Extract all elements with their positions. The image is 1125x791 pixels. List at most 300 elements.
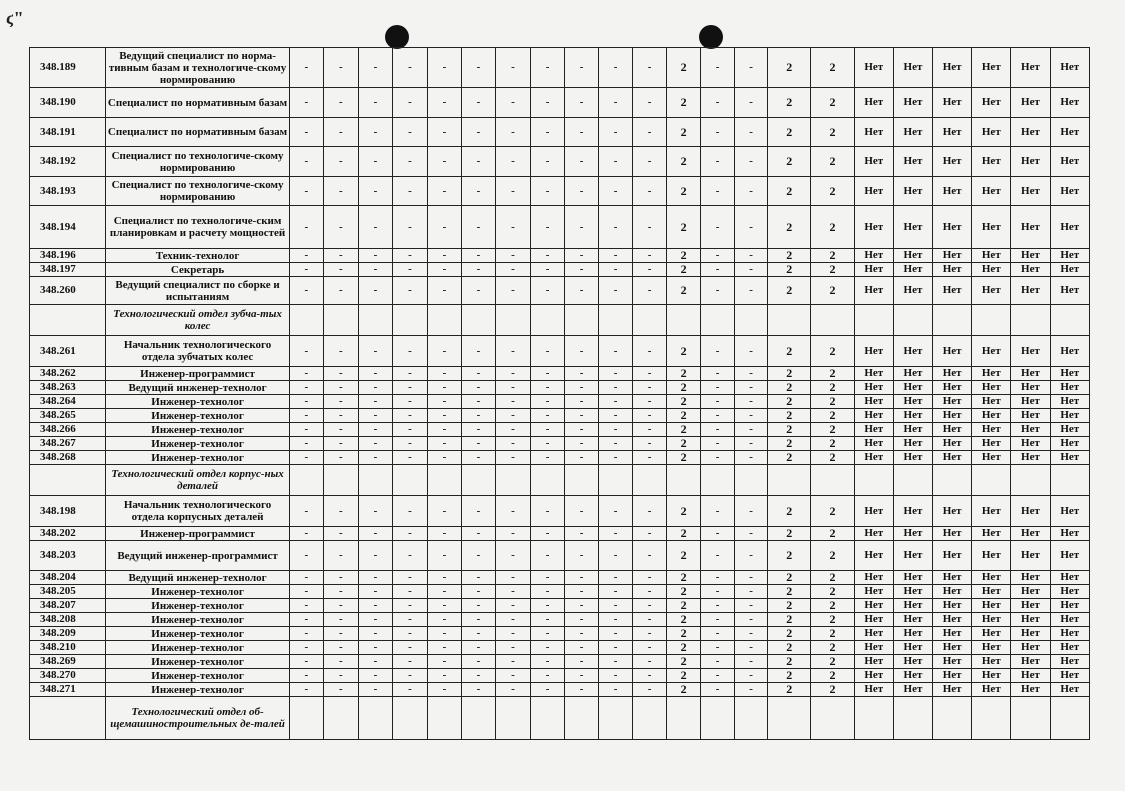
dash-cell: -: [358, 147, 392, 177]
empty-cell: [358, 697, 392, 740]
value-cell: 2: [811, 367, 854, 381]
dash-cell: -: [461, 613, 495, 627]
dash-cell: -: [461, 118, 495, 147]
dash-cell: -: [392, 599, 427, 613]
dash-cell: -: [392, 263, 427, 277]
dash-cell: -: [289, 263, 323, 277]
dash-cell: -: [701, 541, 735, 571]
value-cell: 2: [768, 585, 811, 599]
dash-cell: -: [358, 627, 392, 641]
dash-cell: -: [323, 571, 358, 585]
value-cell: 2: [811, 585, 854, 599]
dash-cell: -: [633, 206, 667, 249]
dash-cell: -: [701, 206, 735, 249]
dash-cell: -: [461, 88, 495, 118]
value-cell: 2: [811, 437, 854, 451]
value-cell: 2: [811, 669, 854, 683]
net-cell: Нет: [854, 249, 893, 263]
net-cell: Нет: [1050, 655, 1089, 669]
dash-cell: -: [461, 451, 495, 465]
dash-cell: -: [633, 88, 667, 118]
dash-cell: -: [701, 88, 735, 118]
net-cell: Нет: [1011, 683, 1050, 697]
empty-cell: [667, 697, 701, 740]
section-title: Технологический отдел корпус-ных деталей: [106, 465, 290, 496]
dash-cell: -: [495, 683, 530, 697]
table-row: [30, 527, 1090, 541]
dash-cell: -: [599, 177, 633, 206]
value-cell: 2: [811, 147, 854, 177]
table-row: [30, 451, 1090, 465]
net-cell: Нет: [893, 88, 932, 118]
dash-cell: -: [495, 669, 530, 683]
dash-cell: -: [495, 641, 530, 655]
dash-cell: -: [358, 641, 392, 655]
dash-cell: -: [531, 409, 565, 423]
dash-cell: -: [599, 527, 633, 541]
dash-cell: -: [735, 585, 768, 599]
dash-cell: -: [531, 437, 565, 451]
value-cell: 2: [768, 541, 811, 571]
value-cell: 2: [667, 571, 701, 585]
empty-cell: [565, 465, 599, 496]
dash-cell: -: [599, 641, 633, 655]
dash-cell: -: [701, 381, 735, 395]
dash-cell: -: [323, 669, 358, 683]
dash-cell: -: [392, 147, 427, 177]
dash-cell: -: [735, 683, 768, 697]
dash-cell: -: [735, 381, 768, 395]
empty-cell: [735, 465, 768, 496]
dash-cell: -: [531, 541, 565, 571]
dash-cell: -: [289, 147, 323, 177]
net-cell: Нет: [972, 496, 1011, 527]
dash-cell: -: [599, 88, 633, 118]
empty-cell: [461, 305, 495, 336]
dash-cell: -: [701, 277, 735, 305]
value-cell: 2: [811, 336, 854, 367]
dash-cell: -: [565, 599, 599, 613]
empty-cell: [768, 465, 811, 496]
net-cell: Нет: [972, 599, 1011, 613]
dash-cell: -: [461, 627, 495, 641]
net-cell: Нет: [972, 527, 1011, 541]
net-cell: Нет: [893, 641, 932, 655]
dash-cell: -: [565, 88, 599, 118]
dash-cell: -: [323, 263, 358, 277]
dash-cell: -: [495, 451, 530, 465]
empty-cell: [854, 465, 893, 496]
dash-cell: -: [565, 613, 599, 627]
net-cell: Нет: [1011, 177, 1050, 206]
net-cell: Нет: [1011, 641, 1050, 655]
dash-cell: -: [358, 613, 392, 627]
punch-hole-right: [699, 25, 723, 49]
dash-cell: -: [633, 277, 667, 305]
empty-cell: [1011, 697, 1050, 740]
dash-cell: -: [735, 437, 768, 451]
empty-cell: [461, 465, 495, 496]
value-cell: 2: [768, 641, 811, 655]
net-cell: Нет: [1011, 395, 1050, 409]
dash-cell: -: [565, 571, 599, 585]
dash-cell: -: [735, 249, 768, 263]
dash-cell: -: [289, 437, 323, 451]
empty-cell: [392, 697, 427, 740]
dash-cell: -: [531, 263, 565, 277]
value-cell: 2: [768, 147, 811, 177]
net-cell: Нет: [933, 541, 972, 571]
dash-cell: -: [599, 627, 633, 641]
value-cell: 2: [768, 613, 811, 627]
dash-cell: -: [565, 395, 599, 409]
dash-cell: -: [735, 423, 768, 437]
dash-cell: -: [495, 277, 530, 305]
net-cell: Нет: [1050, 541, 1089, 571]
dash-cell: -: [323, 451, 358, 465]
net-cell: Нет: [1050, 627, 1089, 641]
net-cell: Нет: [972, 277, 1011, 305]
dash-cell: -: [323, 527, 358, 541]
position-name: Техник-технолог: [106, 249, 290, 263]
dash-cell: -: [392, 381, 427, 395]
dash-cell: -: [565, 527, 599, 541]
dash-cell: -: [323, 206, 358, 249]
dash-cell: -: [358, 409, 392, 423]
empty-cell: [599, 465, 633, 496]
dash-cell: -: [427, 409, 461, 423]
dash-cell: -: [461, 395, 495, 409]
net-cell: Нет: [854, 381, 893, 395]
dash-cell: -: [289, 336, 323, 367]
value-cell: 2: [811, 641, 854, 655]
dash-cell: -: [323, 683, 358, 697]
net-cell: Нет: [893, 669, 932, 683]
net-cell: Нет: [854, 541, 893, 571]
dash-cell: -: [531, 177, 565, 206]
dash-cell: -: [633, 423, 667, 437]
empty-cell: [933, 697, 972, 740]
dash-cell: -: [461, 263, 495, 277]
dash-cell: -: [289, 655, 323, 669]
dash-cell: -: [495, 527, 530, 541]
dash-cell: -: [461, 585, 495, 599]
dash-cell: -: [531, 395, 565, 409]
value-cell: 2: [667, 613, 701, 627]
empty-cell: [565, 697, 599, 740]
value-cell: 2: [768, 263, 811, 277]
dash-cell: -: [289, 249, 323, 263]
table-row: [30, 177, 1090, 206]
dash-cell: -: [461, 381, 495, 395]
dash-cell: -: [392, 409, 427, 423]
net-cell: Нет: [933, 437, 972, 451]
empty-cell: [854, 697, 893, 740]
empty-cell: [972, 465, 1011, 496]
net-cell: Нет: [1011, 409, 1050, 423]
net-cell: Нет: [1011, 88, 1050, 118]
section-row: [30, 697, 1090, 740]
position-code: 348.198: [30, 496, 106, 527]
dash-cell: -: [531, 277, 565, 305]
position-code: 348.271: [30, 683, 106, 697]
net-cell: Нет: [933, 655, 972, 669]
value-cell: 2: [811, 599, 854, 613]
dash-cell: -: [735, 177, 768, 206]
net-cell: Нет: [933, 409, 972, 423]
value-cell: 2: [768, 249, 811, 263]
table-row: [30, 423, 1090, 437]
table-row: [30, 496, 1090, 527]
dash-cell: -: [427, 381, 461, 395]
dash-cell: -: [565, 277, 599, 305]
dash-cell: -: [701, 336, 735, 367]
net-cell: Нет: [893, 599, 932, 613]
net-cell: Нет: [933, 395, 972, 409]
dash-cell: -: [495, 88, 530, 118]
dash-cell: -: [531, 88, 565, 118]
value-cell: 2: [768, 669, 811, 683]
value-cell: 2: [811, 541, 854, 571]
empty-cell: [392, 305, 427, 336]
net-cell: Нет: [893, 613, 932, 627]
dash-cell: -: [323, 147, 358, 177]
dash-cell: -: [289, 571, 323, 585]
net-cell: Нет: [854, 263, 893, 277]
dash-cell: -: [323, 277, 358, 305]
net-cell: Нет: [1050, 451, 1089, 465]
dash-cell: -: [323, 177, 358, 206]
empty-cell: [323, 697, 358, 740]
dash-cell: -: [461, 527, 495, 541]
empty-cell: [495, 465, 530, 496]
net-cell: Нет: [972, 118, 1011, 147]
value-cell: 2: [768, 277, 811, 305]
empty-cell: [701, 305, 735, 336]
position-code: [30, 305, 106, 336]
net-cell: Нет: [972, 381, 1011, 395]
dash-cell: -: [633, 496, 667, 527]
dash-cell: -: [289, 669, 323, 683]
net-cell: Нет: [1050, 88, 1089, 118]
dash-cell: -: [735, 277, 768, 305]
net-cell: Нет: [972, 669, 1011, 683]
dash-cell: -: [495, 118, 530, 147]
dash-cell: -: [358, 669, 392, 683]
dash-cell: -: [565, 367, 599, 381]
position-code: 348.190: [30, 88, 106, 118]
net-cell: Нет: [1050, 423, 1089, 437]
dash-cell: -: [358, 118, 392, 147]
position-code: 348.268: [30, 451, 106, 465]
dash-cell: -: [701, 118, 735, 147]
dash-cell: -: [701, 249, 735, 263]
dash-cell: -: [495, 177, 530, 206]
dash-cell: -: [358, 599, 392, 613]
dash-cell: -: [565, 263, 599, 277]
dash-cell: -: [358, 177, 392, 206]
dash-cell: -: [633, 147, 667, 177]
empty-cell: [323, 305, 358, 336]
dash-cell: -: [735, 527, 768, 541]
dash-cell: -: [701, 655, 735, 669]
dash-cell: -: [531, 336, 565, 367]
dash-cell: -: [323, 381, 358, 395]
dash-cell: -: [289, 683, 323, 697]
position-name: Специалист по технологиче-ским планировкам и расчету мощностей: [106, 206, 290, 249]
dash-cell: -: [289, 395, 323, 409]
empty-cell: [701, 465, 735, 496]
position-name: Ведущий специалист по норма-тивным базам и технологиче-скому нормированию: [106, 48, 290, 88]
dash-cell: -: [735, 599, 768, 613]
dash-cell: -: [323, 118, 358, 147]
section-title: Технологический отдел об-щемашиностроительных де-талей: [106, 697, 290, 740]
dash-cell: -: [427, 613, 461, 627]
dash-cell: -: [427, 655, 461, 669]
table-row: [30, 641, 1090, 655]
net-cell: Нет: [933, 381, 972, 395]
net-cell: Нет: [1011, 527, 1050, 541]
empty-cell: [633, 697, 667, 740]
dash-cell: -: [289, 496, 323, 527]
position-code: 348.193: [30, 177, 106, 206]
net-cell: Нет: [854, 206, 893, 249]
dash-cell: -: [427, 395, 461, 409]
value-cell: 2: [811, 683, 854, 697]
dash-cell: -: [392, 367, 427, 381]
dash-cell: -: [495, 571, 530, 585]
net-cell: Нет: [893, 336, 932, 367]
dash-cell: -: [289, 367, 323, 381]
table-row: [30, 249, 1090, 263]
net-cell: Нет: [933, 451, 972, 465]
dash-cell: -: [599, 249, 633, 263]
dash-cell: -: [633, 683, 667, 697]
net-cell: Нет: [933, 496, 972, 527]
dash-cell: -: [323, 613, 358, 627]
dash-cell: -: [289, 277, 323, 305]
empty-cell: [289, 697, 323, 740]
empty-cell: [811, 465, 854, 496]
net-cell: Нет: [1050, 527, 1089, 541]
dash-cell: -: [531, 527, 565, 541]
net-cell: Нет: [893, 585, 932, 599]
dash-cell: -: [495, 496, 530, 527]
dash-cell: -: [392, 118, 427, 147]
dash-cell: -: [531, 627, 565, 641]
table-row: [30, 541, 1090, 571]
value-cell: 2: [667, 496, 701, 527]
dash-cell: -: [599, 655, 633, 669]
value-cell: 2: [667, 451, 701, 465]
dash-cell: -: [599, 336, 633, 367]
empty-cell: [1050, 697, 1089, 740]
dash-cell: -: [358, 48, 392, 88]
position-name: Инженер-технолог: [106, 683, 290, 697]
dash-cell: -: [461, 423, 495, 437]
value-cell: 2: [667, 177, 701, 206]
net-cell: Нет: [933, 177, 972, 206]
empty-cell: [893, 465, 932, 496]
dash-cell: -: [633, 613, 667, 627]
dash-cell: -: [289, 613, 323, 627]
net-cell: Нет: [1011, 496, 1050, 527]
dash-cell: -: [565, 437, 599, 451]
dash-cell: -: [633, 527, 667, 541]
net-cell: Нет: [1050, 177, 1089, 206]
value-cell: 2: [811, 496, 854, 527]
dash-cell: -: [735, 613, 768, 627]
dash-cell: -: [565, 627, 599, 641]
table-row: [30, 277, 1090, 305]
position-code: 348.194: [30, 206, 106, 249]
net-cell: Нет: [893, 395, 932, 409]
position-name: Ведущий инженер-программист: [106, 541, 290, 571]
dash-cell: -: [392, 496, 427, 527]
value-cell: 2: [768, 527, 811, 541]
empty-cell: [531, 465, 565, 496]
net-cell: Нет: [1011, 599, 1050, 613]
dash-cell: -: [565, 585, 599, 599]
dash-cell: -: [392, 627, 427, 641]
dash-cell: -: [633, 437, 667, 451]
dash-cell: -: [565, 118, 599, 147]
dash-cell: -: [323, 496, 358, 527]
table-row: [30, 147, 1090, 177]
section-row: [30, 305, 1090, 336]
net-cell: Нет: [933, 669, 972, 683]
dash-cell: -: [735, 451, 768, 465]
net-cell: Нет: [1011, 48, 1050, 88]
net-cell: Нет: [1011, 147, 1050, 177]
net-cell: Нет: [1011, 669, 1050, 683]
dash-cell: -: [633, 395, 667, 409]
position-name: Инженер-технолог: [106, 599, 290, 613]
dash-cell: -: [735, 669, 768, 683]
dash-cell: -: [461, 496, 495, 527]
value-cell: 2: [768, 395, 811, 409]
dash-cell: -: [565, 683, 599, 697]
net-cell: Нет: [854, 48, 893, 88]
dash-cell: -: [701, 147, 735, 177]
dash-cell: -: [735, 409, 768, 423]
net-cell: Нет: [972, 395, 1011, 409]
dash-cell: -: [735, 263, 768, 277]
net-cell: Нет: [972, 367, 1011, 381]
net-cell: Нет: [854, 395, 893, 409]
position-code: 348.205: [30, 585, 106, 599]
net-cell: Нет: [854, 451, 893, 465]
dash-cell: -: [461, 655, 495, 669]
dash-cell: -: [358, 451, 392, 465]
net-cell: Нет: [933, 423, 972, 437]
dash-cell: -: [427, 88, 461, 118]
dash-cell: -: [701, 263, 735, 277]
dash-cell: -: [701, 409, 735, 423]
net-cell: Нет: [933, 48, 972, 88]
position-code: 348.270: [30, 669, 106, 683]
dash-cell: -: [495, 541, 530, 571]
dash-cell: -: [633, 48, 667, 88]
table-row: [30, 381, 1090, 395]
dash-cell: -: [392, 613, 427, 627]
dash-cell: -: [735, 206, 768, 249]
dash-cell: -: [427, 437, 461, 451]
dash-cell: -: [427, 541, 461, 571]
dash-cell: -: [461, 641, 495, 655]
dash-cell: -: [495, 206, 530, 249]
empty-cell: [893, 305, 932, 336]
